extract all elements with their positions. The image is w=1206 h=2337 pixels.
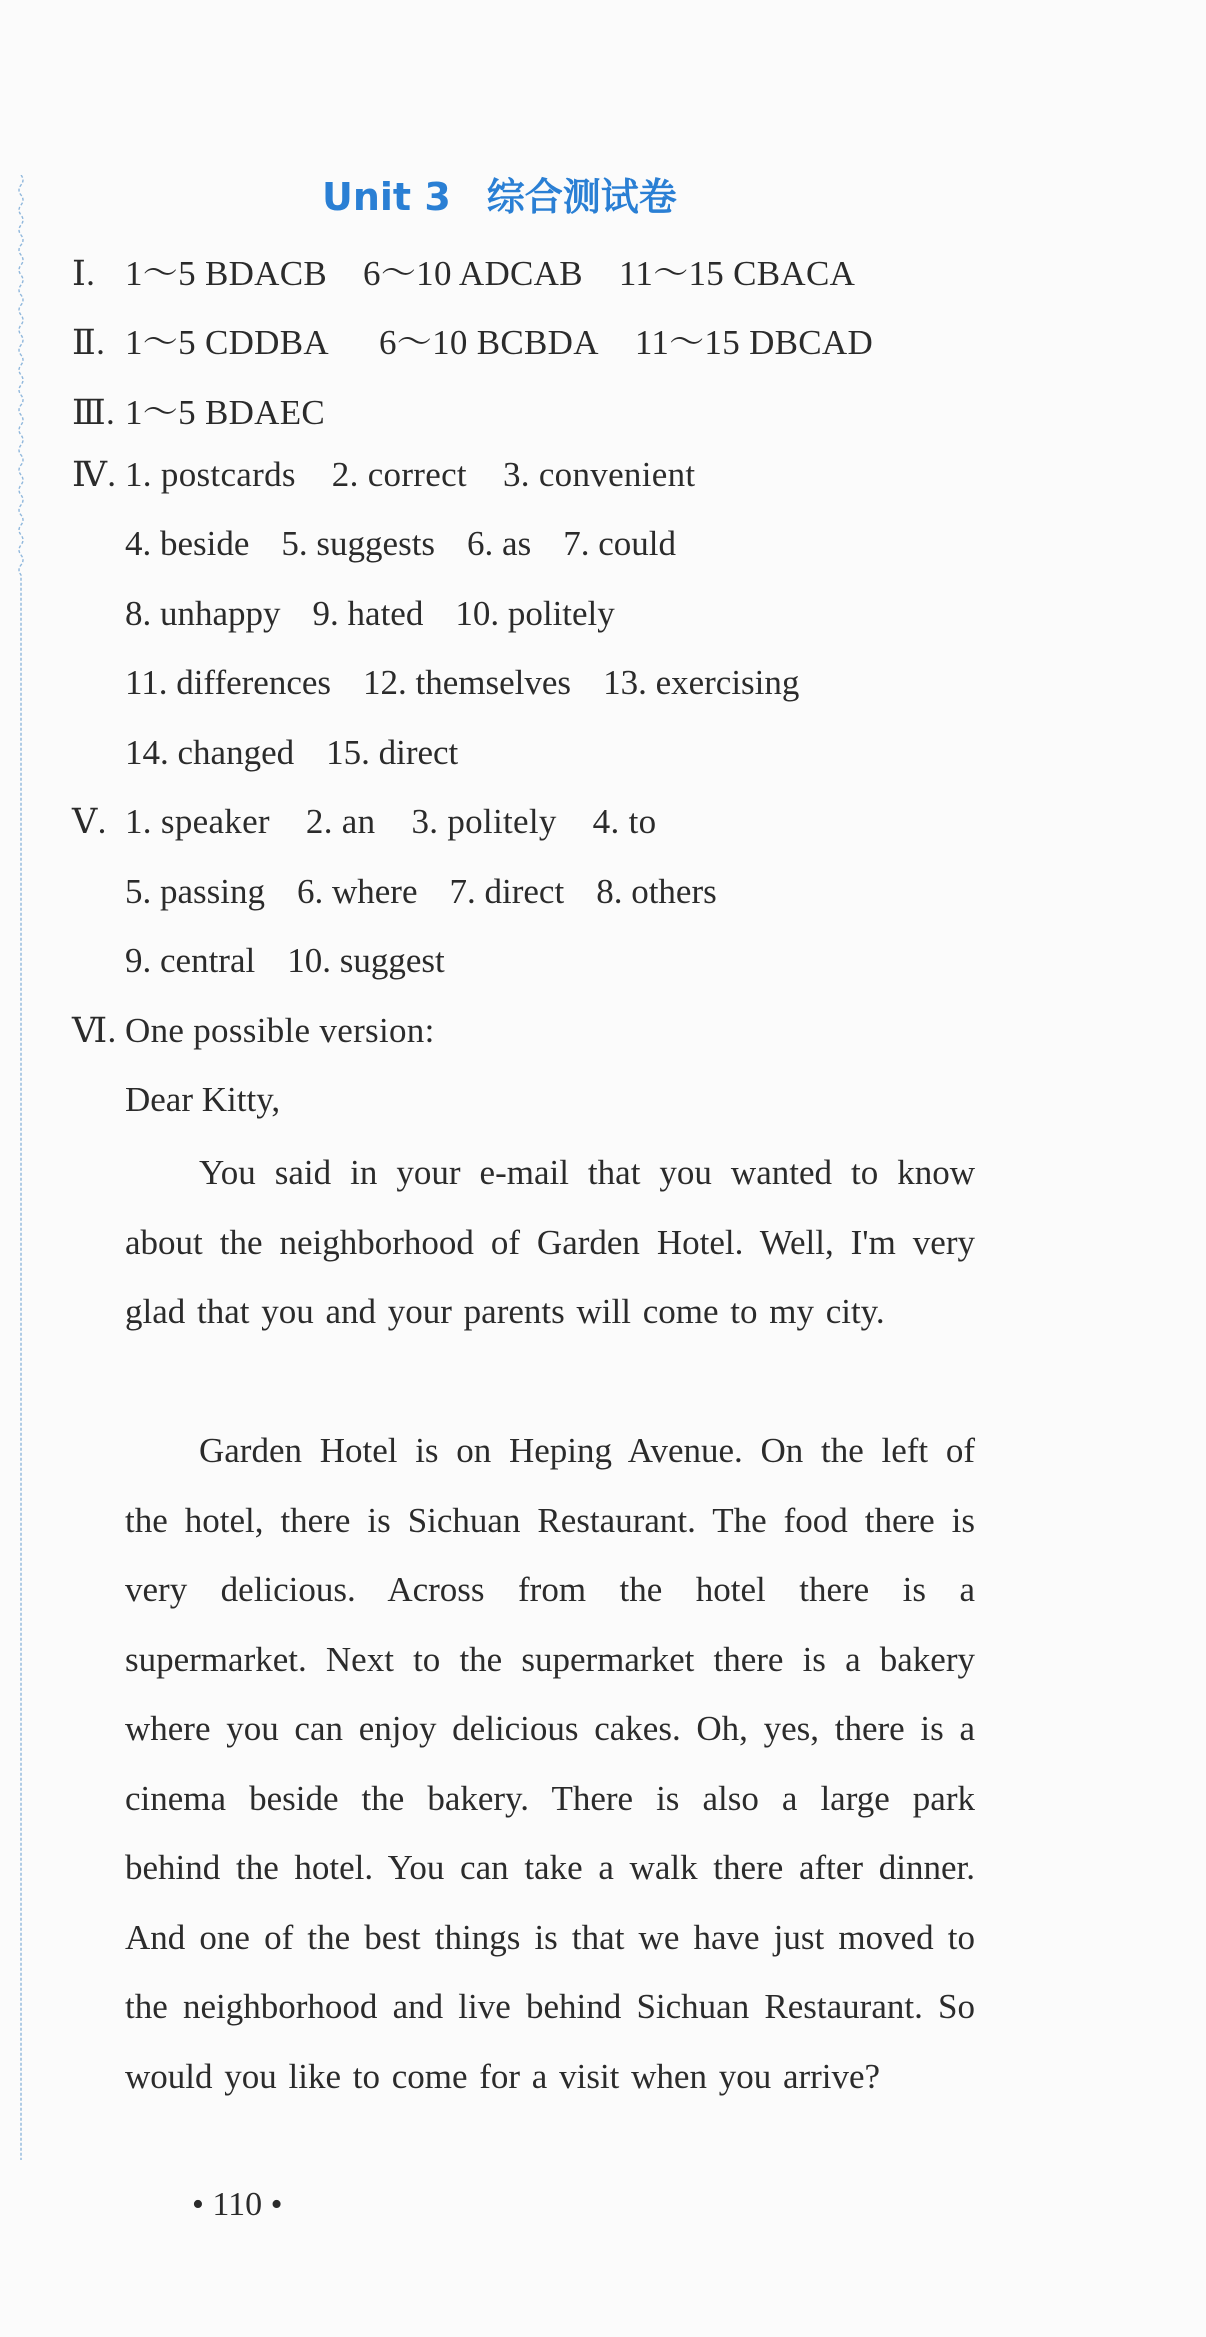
answer-item: 9. central (125, 941, 256, 980)
essay-paragraph (125, 1138, 975, 1347)
essay-paragraph-text: You said in your e-mail that you wanted to know about the neighborhood of Garden Hotel. Well, I'm very glad that you and your parents will come to my city. (125, 1153, 975, 1331)
section-2 (72, 315, 873, 365)
answer-item: 1. postcards (125, 455, 296, 494)
essay-greeting: Dear Kitty, (125, 1080, 281, 1119)
section-6 (72, 1011, 435, 1051)
answer-item: 3. convenient (502, 455, 696, 494)
answer-item: 12. themselves (363, 663, 572, 702)
answer-item: 2. an (305, 802, 376, 841)
answer-item: 5. suggests (281, 524, 436, 563)
section-numeral: Ⅵ. (72, 1011, 117, 1050)
answer-item: 6. where (297, 872, 418, 911)
title-unit: Unit 3 (322, 175, 451, 219)
answer-group: 6～10 ADCAB (363, 254, 583, 293)
section-4-line-4 (125, 663, 799, 703)
essay-intro: One possible version: (125, 1011, 435, 1050)
answer-item: 10. suggest (287, 941, 445, 980)
answer-item: 4. beside (125, 524, 250, 563)
section-3 (72, 385, 325, 435)
answer-item: 5. passing (125, 872, 265, 911)
essay-paragraph-text: Garden Hotel is on Heping Avenue. On the left of the hotel, there is Sichuan Restaurant. The food there is very delicious. Across from the hotel there is a supermarket. Next to the supermarket there is a bakery where you can enjoy delicious cakes. Oh, yes, there is a cinema beside the bakery. There is also a large park behind the hotel. You can take a walk there after dinner. And one of the best things is that we have just moved to the neighborhood and live behind Sichuan Restaurant. So would you like to come for a visit when you arrive? (125, 1431, 975, 2096)
answer-item: 13. exercising (603, 663, 800, 702)
section-numeral: Ⅰ. (72, 254, 96, 293)
answer-group: 1～5 CDDBA (125, 323, 329, 362)
answer-group: 11～15 DBCAD (634, 323, 874, 362)
section-4-line-3 (125, 594, 615, 634)
section-5-line-3 (125, 941, 445, 981)
answer-item: 3. politely (411, 802, 557, 841)
answer-item: 8. unhappy (125, 594, 281, 633)
section-5-line-2 (125, 872, 717, 912)
section-4-line-5 (125, 733, 458, 773)
answer-item: 8. others (596, 872, 717, 911)
answer-item: 1. speaker (125, 802, 270, 841)
answer-group: 1～5 BDAEC (125, 393, 326, 432)
answer-item: 7. could (563, 524, 676, 563)
answer-group: 11～15 CBACA (618, 254, 856, 293)
essay-paragraph (125, 1416, 975, 2111)
answer-item: 4. to (592, 802, 657, 841)
section-4-line-2 (125, 524, 676, 564)
answer-item: 10. politely (455, 594, 615, 633)
section-numeral: Ⅲ. (72, 393, 116, 432)
section-numeral: Ⅴ. (72, 802, 107, 841)
page-number: • 110 • (192, 2186, 283, 2223)
title-subtitle: 综合测试卷 (486, 175, 677, 219)
answer-group: 6～10 BCBDA (378, 323, 599, 362)
answer-item: 14. changed (125, 733, 295, 772)
answer-group: 1～5 BDACB (125, 254, 328, 293)
section-5 (72, 802, 656, 842)
answer-item: 11. differences (125, 663, 332, 702)
section-1 (72, 246, 855, 296)
answer-item: 15. direct (326, 733, 459, 772)
answer-item: 7. direct (449, 872, 565, 911)
answer-item: 6. as (467, 524, 532, 563)
answer-item: 9. hated (312, 594, 424, 633)
section-numeral: Ⅱ. (72, 323, 106, 362)
section-numeral: Ⅳ. (72, 455, 117, 494)
margin-wavy-line (17, 175, 25, 2160)
answer-item: 2. correct (331, 455, 467, 494)
section-4 (72, 455, 695, 495)
page-title (322, 166, 677, 221)
